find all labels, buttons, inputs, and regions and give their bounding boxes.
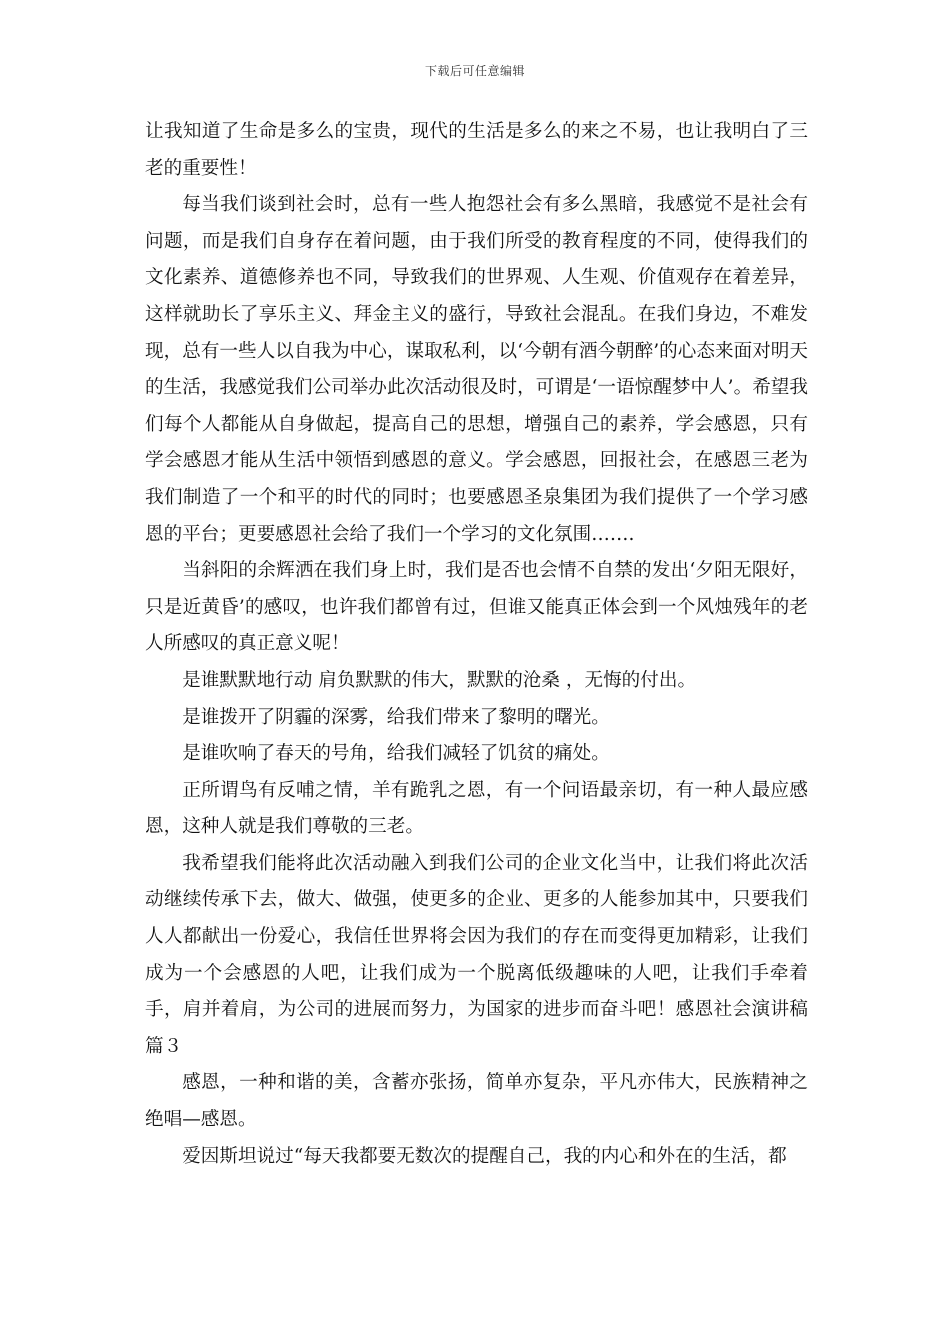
paragraph: 每当我们谈到社会时，总有一些人抱怨社会有多么黑暗，我感觉不是社会有问题，而是我们自身存在着问题，由于我们所受的教育程度的不同，使得我们的文化素养、道德修养也不同，导致我们的世界观、人生观、价值观存在着差异，这样就助长了享乐主义、拜金主义的盛行，导致社会混乱。在我们身边，不难发现，总有一些人以自我为中心，谋取私利，以‘今朝有酒今朝醉’的心态来面对明天的生活，我感觉我们公司举办此次活动很及时，可谓是‘一语惊醒梦中人’。希望我们每个人都能从自身做起，提高自己的思想，增强自己的素养，学会感恩，只有学会感恩才能从生活中领悟到感恩的意义。学会感恩，回报社会，在感恩三老为我们制造了一个和平的时代的同时；也要感恩圣泉集团为我们提供了一个学习感恩的平台；更要感恩社会给了我们一个学习的文化氛围…….	[145, 194, 808, 545]
paragraph: 爱因斯坦说过“每天我都要无数次的提醒自己，我的内心和外在的生活，都	[182, 1145, 787, 1167]
paragraph: 是谁拨开了阴霾的深雾，给我们带来了黎明的曙光。	[182, 706, 610, 728]
paragraph: 感恩，一种和谐的美，含蓄亦张扬，简单亦复杂，平凡亦伟大，民族精神之绝唱—感恩。	[145, 1072, 808, 1131]
paragraph: 正所谓鸟有反哺之情，羊有跪乳之恩，有一个问语最亲切，有一种人最应感恩，这种人就是我们尊敬的三老。	[145, 779, 808, 838]
document-body	[145, 114, 808, 1175]
paragraph: 是谁吹响了春天的号角，给我们减轻了饥贫的痛处。	[182, 743, 610, 765]
paragraph: 是谁默默地行动 肩负默默的伟大，默默的沧桑 ，无悔的付出。	[182, 669, 697, 691]
page-header: 下载后可任意编辑	[424, 64, 525, 78]
paragraph: 我希望我们能将此次活动融入到我们公司的企业文化当中，让我们将此次活动继续传承下去，做大、做强，使更多的企业、更多的人能参加其中，只要我们人人都献出一份爱心，我信任世界将会因为我们的存在而变得更加精彩，让我们成为一个会感恩的人吧，让我们成为一个脱离低级趣味的人吧，让我们手牵着手，肩并着肩，为公司的进展而努力，为国家的进步而奋斗吧！感恩社会演讲稿 篇３	[145, 852, 808, 1057]
paragraph: 当斜阳的余辉洒在我们身上时，我们是否也会情不自禁的发出‘夕阳无限好，只是近黄昏’的感叹，也许我们都曾有过，但谁又能真正体会到一个风烛残年的老人所感叹的真正意义呢！	[145, 560, 808, 655]
paragraph: 让我知道了生命是多么的宝贵，现代的生活是多么的来之不易，也让我明白了三老的重要性！	[145, 121, 808, 179]
